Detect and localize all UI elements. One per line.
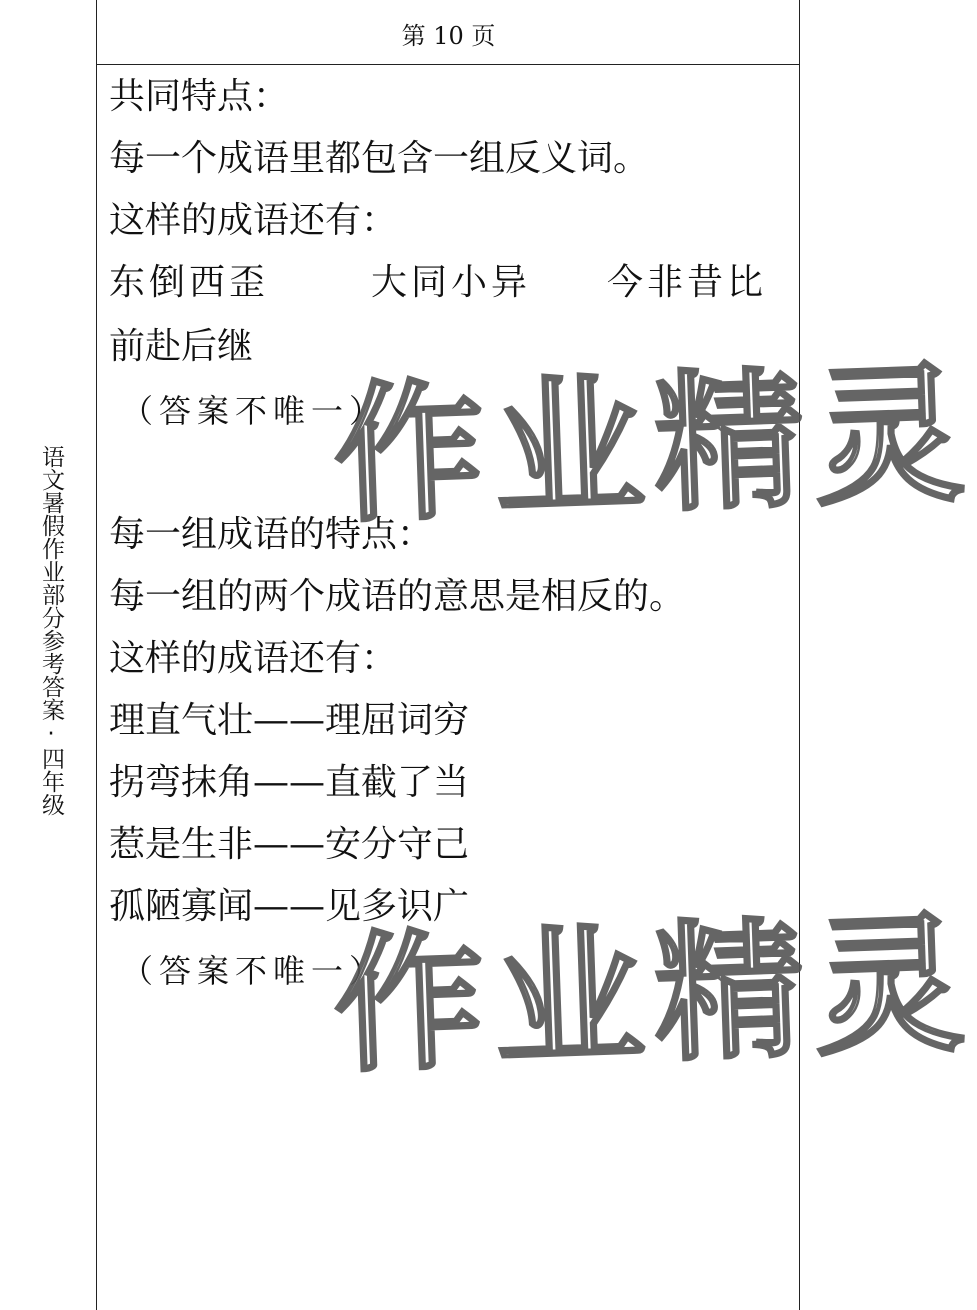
watermark-top: 作业精灵 xyxy=(331,347,977,544)
section2-more-heading: 这样的成语还有： xyxy=(109,638,398,679)
watermark-bottom: 作业精灵 xyxy=(331,897,977,1094)
section2-note: （答案不唯一） xyxy=(121,952,388,990)
idiom-pair: 拐弯抹角——直截了当 xyxy=(109,762,470,803)
page-header xyxy=(97,0,800,65)
section2-answer: 每一组的两个成语的意思是相反的。 xyxy=(109,576,686,617)
right-border xyxy=(799,0,800,1310)
idiom-pair: 惹是生非——安分守己 xyxy=(109,824,470,865)
idiom-item: 大同小异 xyxy=(371,262,532,303)
sidebar xyxy=(0,0,97,1310)
sidebar-title: 语文暑假作业部分参考答案·四年级 xyxy=(38,445,64,816)
idiom-pair: 理直气壮——理屈词穷 xyxy=(109,700,470,741)
idiom-item: 东倒西歪 xyxy=(109,262,270,303)
section1-note: （答案不唯一） xyxy=(121,392,388,430)
section2-heading: 每一组成语的特点： xyxy=(109,514,434,555)
section1-answer: 每一个成语里都包含一组反义词。 xyxy=(109,138,650,179)
idiom-item: 前赴后继 xyxy=(109,326,254,367)
section1-more-heading: 这样的成语还有： xyxy=(109,200,398,241)
idiom-item: 今非昔比 xyxy=(607,262,768,303)
section1-heading: 共同特点： xyxy=(109,76,290,117)
page-number: 第 10 页 xyxy=(401,22,496,50)
idiom-pair: 孤陋寡闻——见多识广 xyxy=(109,886,470,927)
